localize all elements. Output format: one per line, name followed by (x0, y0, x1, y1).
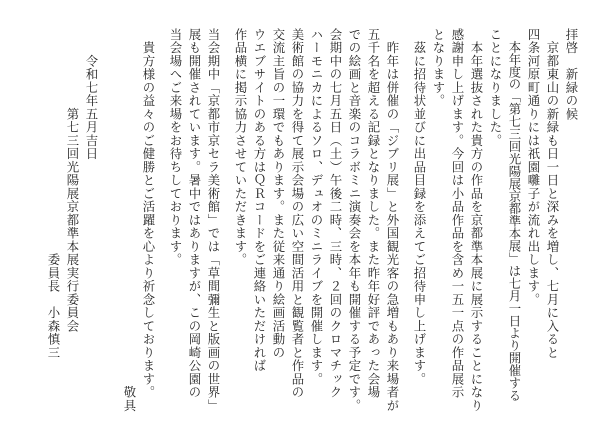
body-line: 展も開催されています。暑中ではありますが、この岡崎公園の (187, 28, 202, 399)
committee-line: 第七三回光陽展京都準本展実行委員会 (65, 28, 80, 333)
body-line: 五千名を超える記録となりました。また昨年好評であった会場 (366, 28, 381, 399)
chairman-line: 委員長 小森慎三 (46, 28, 61, 360)
body-line: 茲に招待状並びに出品目録を添えてご招待申し上げます。 (412, 28, 427, 386)
closing-line: 貴方様の益々のご健勝とご活躍を心より祈念しております。 (141, 28, 156, 399)
body-line: 昨年は併催の「ジブリ展」と外国観光客の急増もあり来場者が (385, 28, 400, 413)
body-line: 当会場へご来場をお待ちしております。 (168, 28, 183, 267)
body-line: ことになりました。 (488, 28, 503, 148)
body-line: 会期中の七月五日（土）午後二時、三時、２回のクロマチック (328, 28, 343, 399)
body-line: 本年度の「第七三回光陽展京都準本展」は七月一日より開催する (507, 28, 522, 402)
body-line: ハーモニカによるソロ、デュオのミニライブを開催します。 (309, 28, 324, 386)
keigu-line: 敬具 (122, 28, 137, 413)
body-line: 感謝申し上げます。今回は小品作品を含め一五一点の作品展示 (450, 28, 465, 399)
body-line: 交流主旨の一環でもあります。また従来通り絵画活動の (271, 28, 286, 360)
body-line: 美術館の協力を得て展示会場の広い空間活用と観覧者と作品の (290, 28, 305, 399)
body-line: での絵画と音楽のコラボミニ演奏会を本年も開催する予定です。 (347, 28, 362, 413)
body-line: ウエブサイトのある方はＱＲコードをご連絡いただければ (252, 28, 267, 373)
date-line: 令和七年五月吉日 (84, 28, 99, 161)
body-line: 四条河原町通りには祇園囃子が流れ出します。 (526, 28, 541, 307)
body-line: となります。 (431, 28, 446, 108)
body-line: 作品横に掲示協力させていただきます。 (233, 28, 248, 267)
body-line: 京都東山の新緑も日一日と深みを増し、七月に入ると (545, 28, 560, 360)
body-line: 当会期中「京都市京セラ美術館」では「草間彌生と版画の世界」 (206, 28, 221, 413)
greeting-line: 拝啓 新緑の候 (564, 28, 579, 121)
body-line: 本年選抜された貴方の作品を京都準本展に展示することになり (469, 28, 484, 413)
